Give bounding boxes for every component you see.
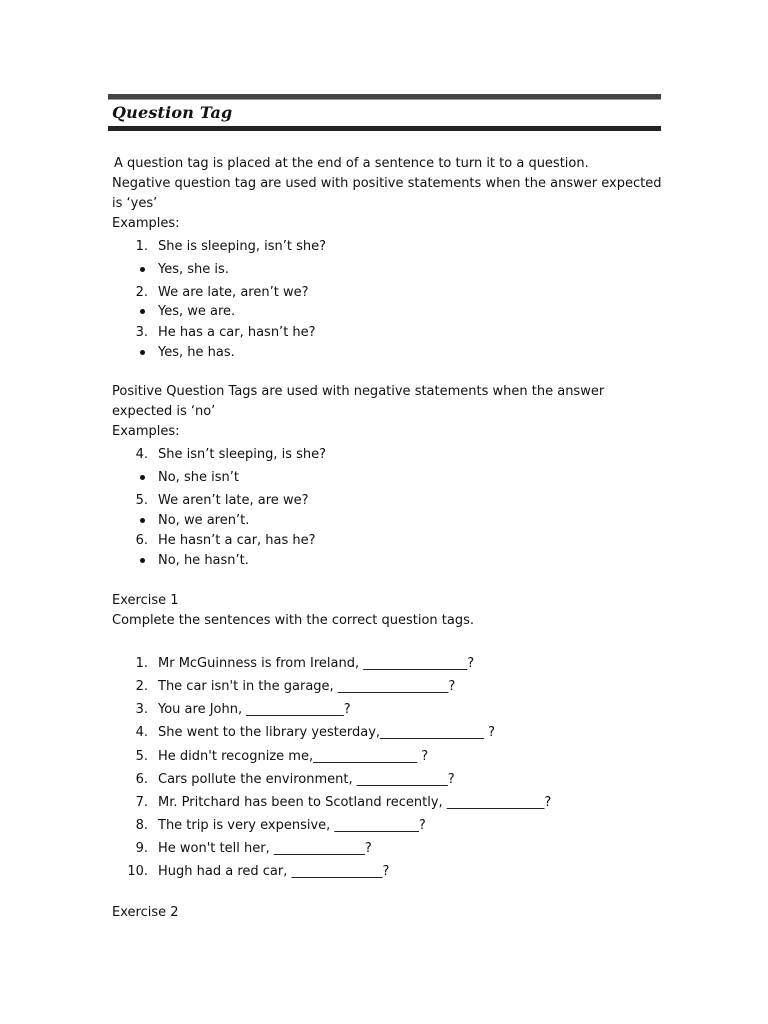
list-item: He hasn’t a car, has he? xyxy=(158,533,316,548)
list-item: Hugh had a red car, ______________? xyxy=(158,864,390,879)
list-item-marker: 4. xyxy=(135,725,148,740)
list-item: No, she isn’t xyxy=(158,470,239,485)
list-item-marker: 4. xyxy=(135,447,148,462)
list-item: No, we aren’t. xyxy=(158,513,250,528)
list-item: The car isn't in the garage, _________________? xyxy=(158,679,456,694)
list-item: Mr McGuinness is from Ireland, ________________? xyxy=(158,656,475,671)
list-item: Yes, we are. xyxy=(158,304,236,319)
examples-label-1: Examples: xyxy=(112,216,180,231)
intro-line-2: Negative question tag are used with positive statements when the answer expected xyxy=(112,176,662,191)
list-item: Yes, she is. xyxy=(158,262,229,277)
list-item-marker: 8. xyxy=(135,818,148,833)
list-item: No, he hasn’t. xyxy=(158,553,249,568)
bullet-icon xyxy=(140,558,145,563)
intro-line-3: is ‘yes’ xyxy=(112,196,158,211)
section2-line-1: Positive Question Tags are used with negative statements when the answer xyxy=(112,384,605,399)
page-title: Question Tag xyxy=(112,103,233,122)
list-item-marker: 2. xyxy=(135,285,148,300)
list-item-marker: 6. xyxy=(135,772,148,787)
list-item: He has a car, hasn’t he? xyxy=(158,325,316,340)
list-item: Mr. Pritchard has been to Scotland recently, _______________? xyxy=(158,795,552,810)
list-item: The trip is very expensive, _____________? xyxy=(158,818,426,833)
bullet-icon xyxy=(140,267,145,272)
title-rule-top xyxy=(108,94,661,100)
intro-line-1: A question tag is placed at the end of a sentence to turn it to a question. xyxy=(114,156,589,171)
list-item: He won't tell her, ______________? xyxy=(158,841,372,856)
list-item: She is sleeping, isn’t she? xyxy=(158,239,327,254)
list-item: Yes, he has. xyxy=(158,345,235,360)
section2-line-2: expected is ‘no’ xyxy=(112,404,216,419)
bullet-icon xyxy=(140,518,145,523)
list-item-marker: 10. xyxy=(127,864,148,879)
title-band xyxy=(108,94,661,131)
list-item-marker: 5. xyxy=(135,493,148,508)
list-item: Cars pollute the environment, ______________? xyxy=(158,772,455,787)
list-item-marker: 5. xyxy=(135,749,148,764)
list-item-marker: 3. xyxy=(135,702,148,717)
title-rule-bottom xyxy=(108,126,661,131)
list-item-marker: 2. xyxy=(135,679,148,694)
bullet-icon xyxy=(140,350,145,355)
list-item: We aren’t late, are we? xyxy=(158,493,309,508)
list-item-marker: 1. xyxy=(135,656,148,671)
exercise1-instruction: Complete the sentences with the correct question tags. xyxy=(112,613,474,628)
bullet-icon xyxy=(140,475,145,480)
list-item-marker: 3. xyxy=(135,325,148,340)
list-item: You are John, _______________? xyxy=(158,702,351,717)
list-item: She went to the library yesterday,________________ ? xyxy=(158,725,496,740)
list-item-marker: 7. xyxy=(135,795,148,810)
bullet-icon xyxy=(140,309,145,314)
exercise2-heading: Exercise 2 xyxy=(112,905,179,920)
list-item-marker: 6. xyxy=(135,533,148,548)
examples-label-2: Examples: xyxy=(112,424,180,439)
list-item-marker: 9. xyxy=(135,841,148,856)
list-item: We are late, aren’t we? xyxy=(158,285,309,300)
list-item: She isn’t sleeping, is she? xyxy=(158,447,327,462)
list-item: He didn't recognize me,________________ ? xyxy=(158,749,429,764)
exercise1-heading: Exercise 1 xyxy=(112,593,179,608)
list-item-marker: 1. xyxy=(135,239,148,254)
